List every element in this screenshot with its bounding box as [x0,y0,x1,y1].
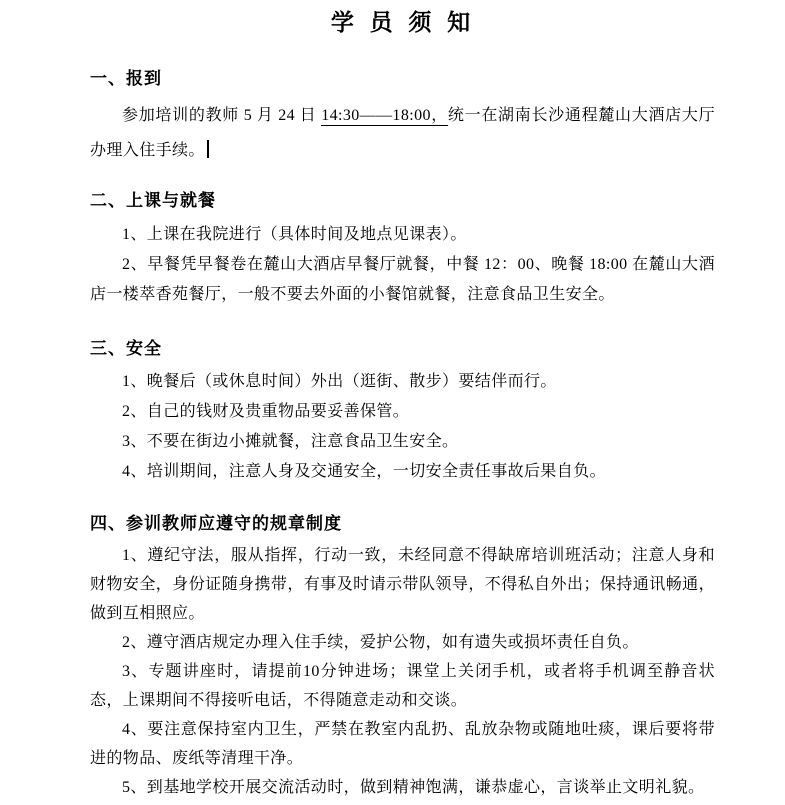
safety-item-1: 1、晚餐后（或休息时间）外出（逛街、散步）要结伴而行。 [122,373,557,390]
section-rules-heading: 四、参训教师应遵守的规章制度 [90,514,342,533]
rules-item-2: 2、遵守酒店规定办理入住手续，爱护公物，如有遗失或损坏责任自负。 [122,634,639,651]
section-safety [90,338,715,487]
safety-item-4: 4、培训期间，注意人身及交通安全，一切安全责任事故后果自负。 [122,463,607,480]
safety-item-2: 2、自己的钱财及贵重物品要妥善保管。 [122,403,410,420]
classes-meals-item-2: 2、早餐凭早餐卷在麓山大酒店早餐厅就餐，中餐 12：00、晚餐 18:00 在麓山大酒店一楼萃香苑餐厅，一般不要去外面的小餐馆就餐，注意食品卫生安全。 [90,256,715,303]
registration-text-after: 统一在湖南长沙通程麓山大酒店大厅办理入住手续。 [90,107,715,159]
section-rules [90,513,715,802]
section-classes-meals-heading: 二、上课与就餐 [90,191,216,210]
section-registration [90,68,715,168]
safety-item-3: 3、不要在街边小摊就餐，注意食品卫生安全。 [122,433,459,450]
rules-item-1: 1、遵纪守法，服从指挥，行动一致，未经同意不得缺席培训班活动；注意人身和财物安全，身份证随身携带，有事及时请示带队领导，不得私自外出；保持通讯畅通，做到互相照应。 [90,547,715,622]
registration-paragraph [90,98,715,168]
section-registration-heading: 一、报到 [90,69,162,88]
classes-meals-item-1: 1、上课在我院进行（具体时间及地点见课表）。 [122,226,467,243]
document-title: 学 员 须 知 [330,10,475,35]
text-cursor [207,140,209,158]
section-classes-meals [90,190,715,310]
registration-text-before: 参加培训的教师 5 月 24 日 [122,107,322,124]
section-safety-heading: 三、安全 [90,339,162,358]
rules-item-5: 5、到基地学校开展交流活动时，做到精神饱满，谦恭虚心，言谈举止文明礼貌。 [122,779,705,796]
time-range-underlined: 14:30——18:00， [321,107,448,124]
rules-item-3: 3、专题讲座时，请提前10分钟进场；课堂上关闭手机，或者将手机调至静音状态，上课期间不得接听电话，不得随意走动和交谈。 [90,663,715,709]
rules-item-4: 4、要注意保持室内卫生，严禁在教室内乱扔、乱放杂物或随地吐痰，课后要将带进的物品、废纸等清理干净。 [90,721,715,767]
